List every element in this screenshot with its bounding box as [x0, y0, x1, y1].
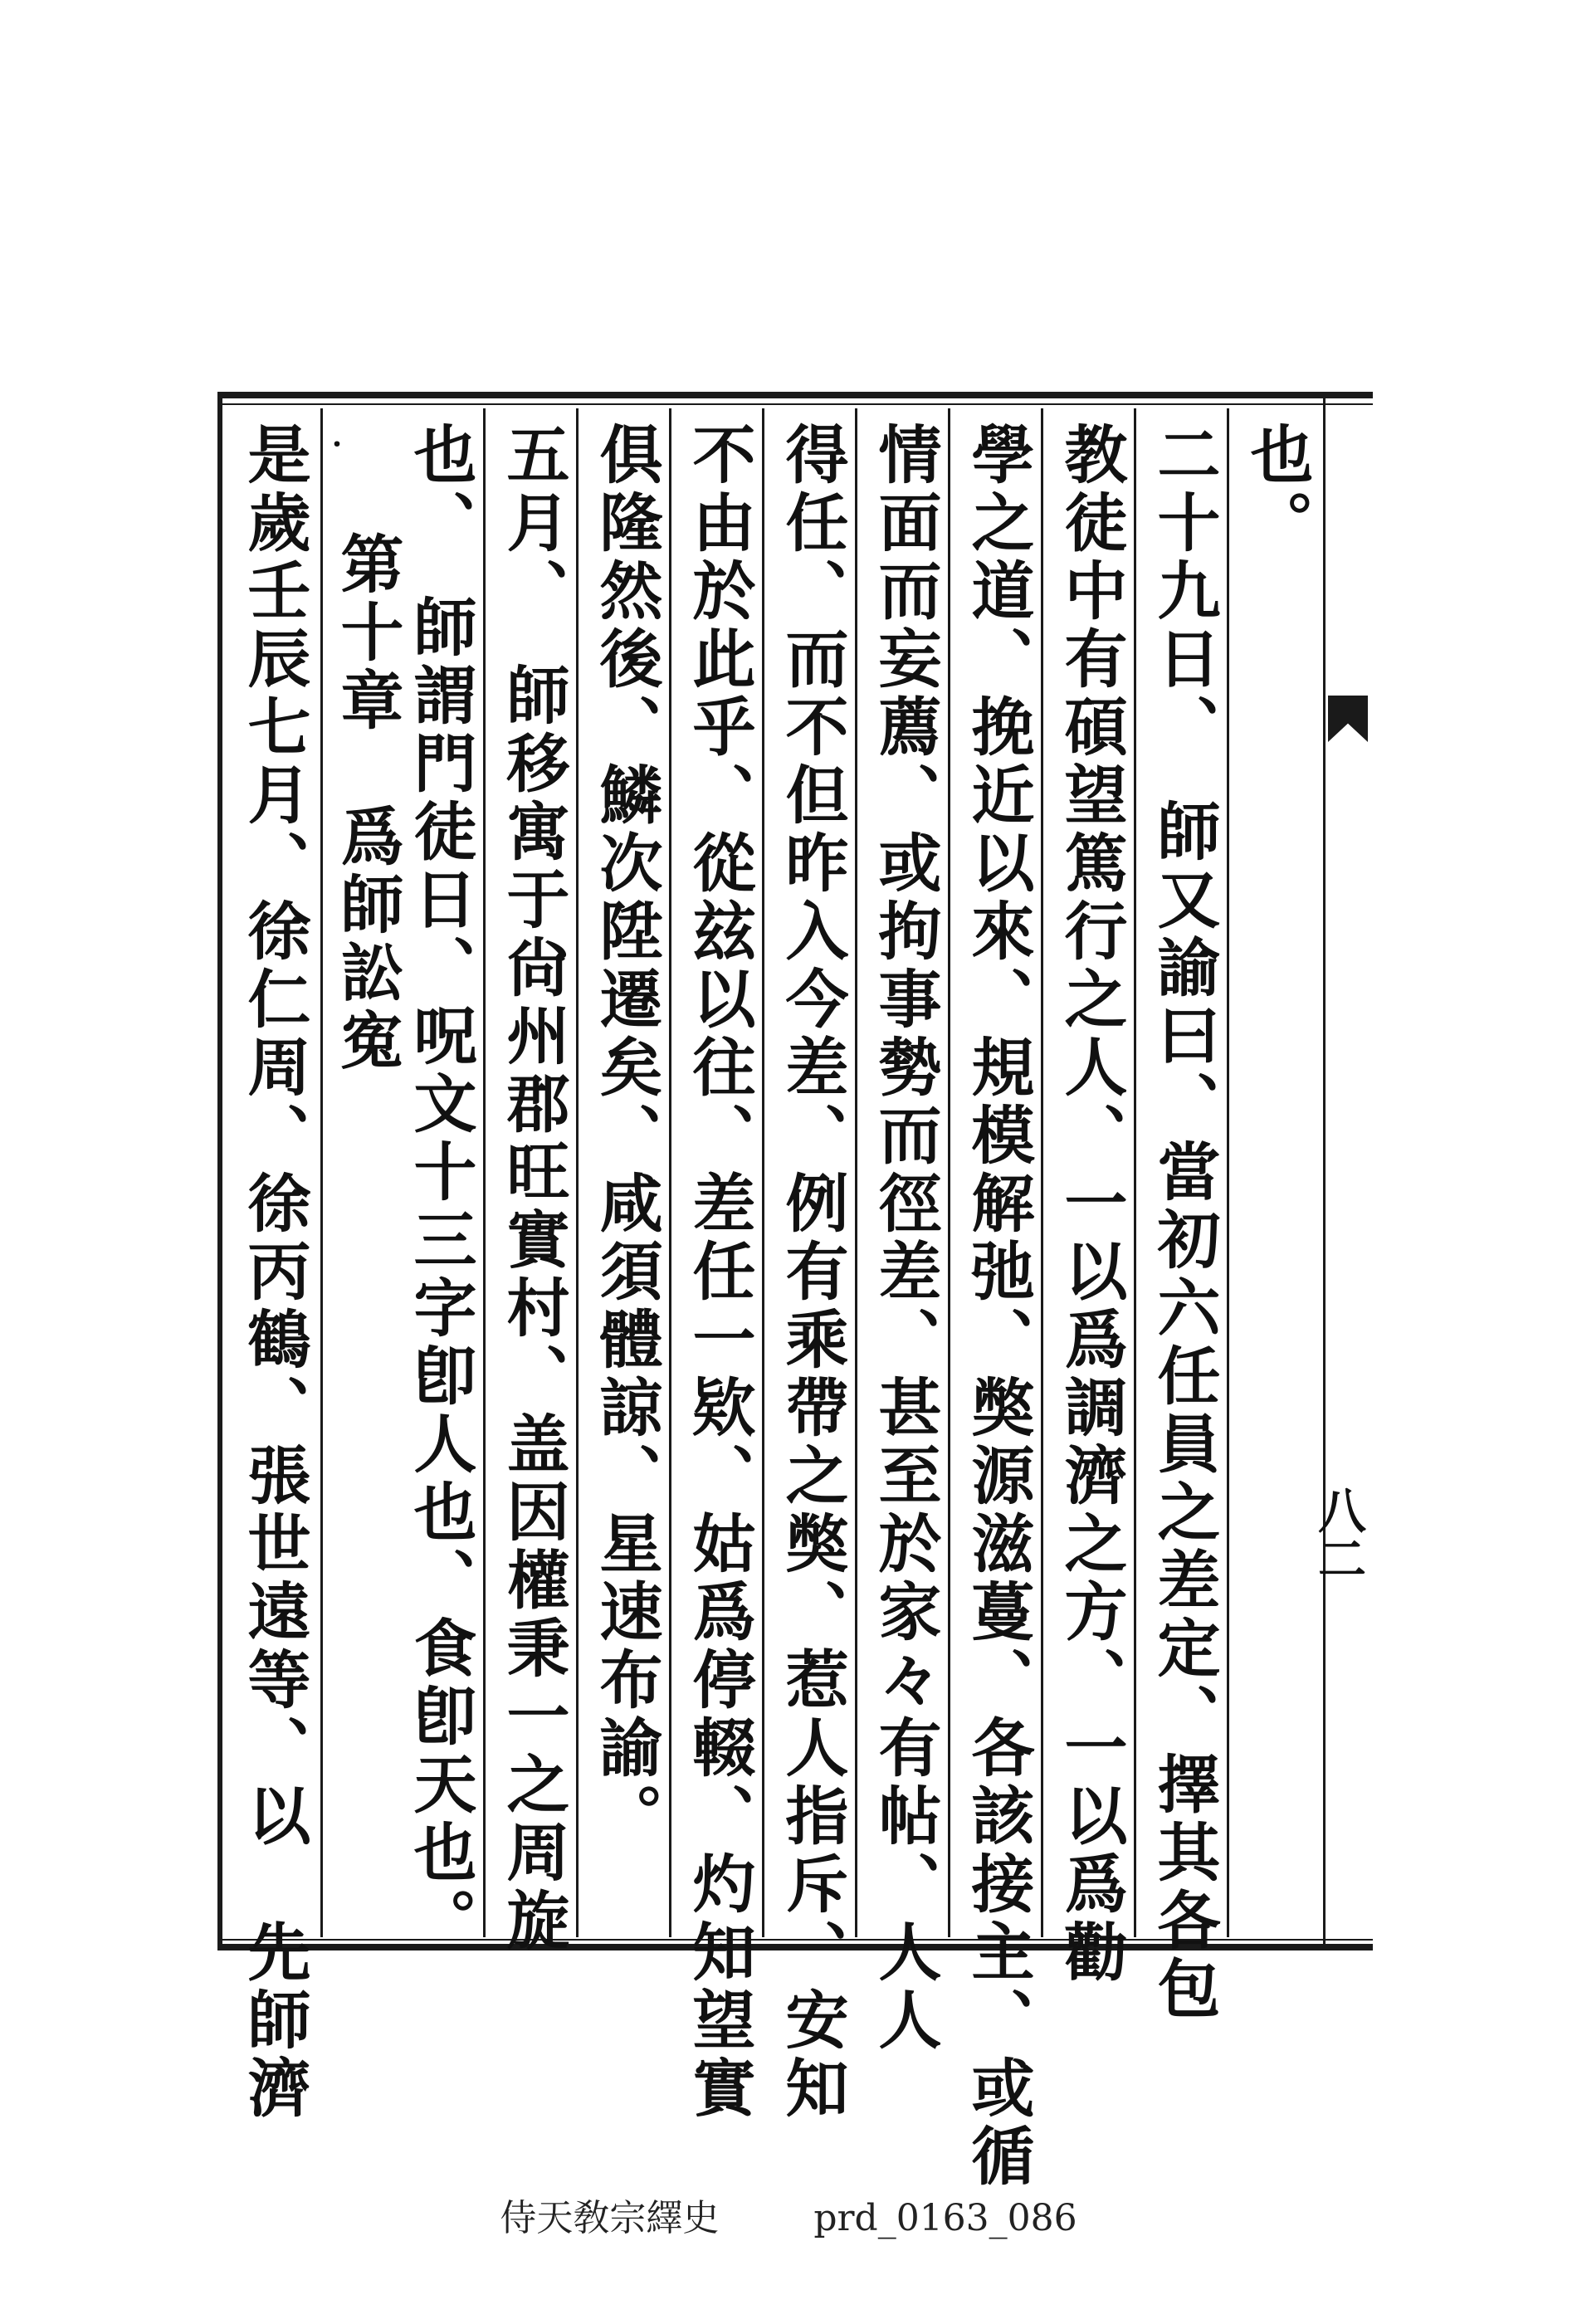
page-footer: [0, 2188, 1577, 2241]
column-divider: [855, 408, 857, 1937]
column-divider: [762, 408, 764, 1937]
column-dot-mark: ・: [320, 432, 349, 461]
column-divider: [320, 408, 323, 1937]
column-divider: [948, 408, 950, 1937]
text-column-3: 教徒中有碩望篤行之人、一以爲調濟之方、一以爲勸: [1054, 422, 1128, 1987]
text-column-8: 俱隆然後、鱗次陞遷矣、咸須體諒、星速布諭。: [589, 422, 663, 1851]
column-divider: [1134, 408, 1136, 1937]
chapter-heading: 第十章 爲師訟寃: [330, 531, 404, 1076]
column-divider: [669, 408, 671, 1937]
footer-code: prd_0163_086: [813, 2197, 1077, 2239]
page-margin-strip: [1310, 392, 1373, 1950]
text-column-10: 也、 師謂門徒日、呪文十三字卽人也、食卽天也。: [403, 422, 477, 1955]
page-number: 八二: [1310, 1486, 1366, 1582]
column-divider: [576, 408, 579, 1937]
footer-title: 侍天敎宗繹史: [500, 2197, 720, 2239]
text-column-9: 五月、 師移寓于尙州郡旺實村、盖因權秉一之周旋: [496, 422, 570, 1955]
text-column-1: 也。: [1240, 422, 1314, 558]
column-divider: [1227, 408, 1229, 1937]
column-divider: [483, 408, 486, 1937]
text-column-7: 不由於此乎、從玆以往、差任一欵、姑爲停輟、灼知望實: [682, 422, 756, 2123]
text-column-2: 二十九日、 師又諭曰、當初六任員之差定、擇其各包: [1147, 422, 1221, 2024]
text-column-6: 得任、而不但昨入今差、例有乘帶之獘、惹人指斥、安知: [775, 422, 849, 2123]
text-column-4: 學之道、挽近以來、規模解弛、獘源滋蔓、各該接主、或循: [961, 422, 1035, 2191]
text-column-5: 情面而妄薦、或拘事勢而徑差、甚至於家々有帖、人人: [868, 422, 942, 2055]
column-divider: [1041, 408, 1043, 1937]
text-column-13: 是歲壬辰七月、徐仁周、徐丙鶴、張世遠等、以 先師濟: [237, 422, 311, 2123]
